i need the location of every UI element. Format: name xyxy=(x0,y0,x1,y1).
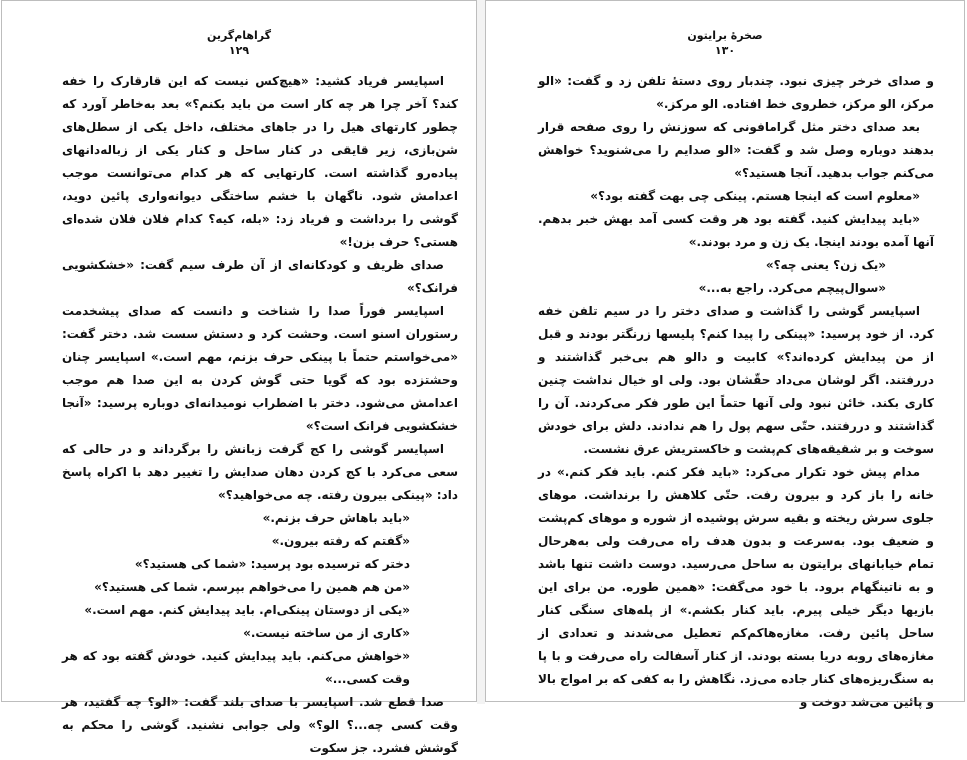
right-page-header xyxy=(486,29,964,58)
dialogue-line: «کاری از من ساخته نیست.» xyxy=(243,626,410,640)
left-page-body xyxy=(62,70,458,760)
left-page-number: ۱۲۹ xyxy=(228,44,250,57)
left-page-header xyxy=(2,29,476,58)
dialogue-line: «معلوم است که اینجا هستم. پینکی چی بهت گفته بود؟» xyxy=(590,189,920,203)
dialogue-line: «سوال‌پیچم می‌کرد. راجع به...» xyxy=(698,281,886,295)
dialogue-line: «خواهش می‌کنم. باید پیدایش کنید. خودش گفته بود که هر وقت کسی...» xyxy=(62,649,410,686)
paragraph: بعد صدای دختر مثل گرامافونی که سوزنش را روی صفحه قرار بدهند دوباره وصل شد و گفت: «الو صدایم را می‌شنوید؟ خواهش می‌کنم جواب بدهید. آنجا هستید؟» xyxy=(538,120,934,180)
dialogue-line: دختر که ترسیده بود پرسید: «شما کی هستید؟» xyxy=(134,557,410,571)
paragraph: مدام پیش خود تکرار می‌کرد: «باید فکر کنم. باید فکر کنم.» در خانه را باز کرد و بیرون رفت. حتّی کلاهش را برنداشت. موهای جلوی سرش ریخته و بقیه سرش پوشیده از شوره و موهای کم‌پشت و ضعیف بود. به‌سرعت و بدون هدف راه می‌رفت ولی به‌هرحال تمام خیابانهای برایتون به ساحل می‌رسید. دوست داشت تنها باشد و به ناتینگهام برود. با خود می‌گفت: «همین طوره. من برای این بازیها دیگر خیلی پیرم. باید کنار بکشم.» از پله‌های سنگی کنار ساحل پائین رفت. مغازه‌هاکم‌کم تعطیل می‌شدند و تعدادی از مغازه‌های روبه دریا بسته بودند. از کنار آسفالت راه می‌رفت و با پا به سنگ‌ریزه‌های کنار جاده می‌زد. نگاهش را به کفی که بر امواج بالا و پائین می‌شد دوخت و xyxy=(538,465,934,709)
left-page xyxy=(1,0,477,755)
dialogue-line: «یک زن؟ یعنی چه؟» xyxy=(765,258,886,272)
paragraph: صدای ظریف و کودکانه‌ای از آن طرف سیم گفت: «خشکشویی فرانک؟» xyxy=(62,258,458,295)
right-running-title: صخرهٔ برایتون xyxy=(687,29,763,42)
book-gutter xyxy=(477,0,485,704)
right-page-number: ۱۳۰ xyxy=(714,44,736,57)
dialogue-line: «باید باهاش حرف بزنم.» xyxy=(262,511,410,525)
left-running-title: گراهام‌گرین xyxy=(206,29,272,42)
paragraph: اسپایسر گوشی را کج گرفت زبانش را برگرداند و در حالی که سعی می‌کرد با کج کردن دهان صدایش را تغییر دهد با اکراه پاسخ داد: «پینکی بیرون رفته. چه می‌خواهید؟» xyxy=(62,442,458,502)
paragraph: اسپایسر فریاد کشید: «هیچ‌کس نیست که این قارقارک را خفه کند؟ آخر چرا هر چه کار است من باید بکنم؟» بعد به‌خاطر آورد که چطور کارتهای هیل را در جاهای مختلف، داخل یکی از سطل‌های شن‌بازی، زیر قایقی در کنار ساحل و کنار یکی از زباله‌دانهای پیاده‌رو گذاشته است. کارتهایی که هر کدام می‌توانست موجب اعدامش شود. ناگهان با خشم ساختگی دیوانه‌واری پائین دوید، گوشی را برداشت و فریاد زد: «بله، کیه؟ کدام فلان فلان شده‌ای هستی؟ حرف بزن!» xyxy=(62,74,458,249)
paragraph: اسپایسر فوراً صدا را شناخت و دانست که صدای پیشخدمت رستوران اسنو است. وحشت کرد و دستش سست شد. دختر گفت: «می‌خواستم حتماً با پینکی حرف بزنم، مهم است.» اسپایسر چنان وحشتزده بود که گویا حتی گوش کردن به این صدا هم موجب اعدامش می‌شود. دختر با اضطراب نومیدانه‌ای دوباره پرسید: «آنجا خشکشویی فرانک است؟» xyxy=(62,304,458,433)
dialogue-line: «من هم همین را می‌خواهم بپرسم. شما کی هستید؟» xyxy=(94,580,410,594)
paragraph: اسپایسر گوشی را گذاشت و صدای دختر را در سیم تلفن خفه کرد. از خود پرسید: «پینکی را پیدا کنم؟ پلیسها زرنگتر بودند و قبل از من پیدایش کرده‌اند؟» کابیت و دالو هم بی‌خبر گذاشتند و دررفتند. اگر لوشان می‌داد حقّشان بود. ولی او خیال نداشت چنین کاری بکند. خائن نبود ولی آنها حتماً این طور فکر می‌کردند. آن را گذاشتند و دررفتند. حتّی سهم پول را هم ندادند. دلش برای خودش سوخت و بر شقیقه‌های کم‌پشت و خاکستریش عرق نشست. xyxy=(538,304,934,456)
dialogue-line: «باید پیدایش کنید. گفته بود هر وقت کسی آمد بهش خبر بدهم. آنها آمده بودند اینجا. یک زن و مرد بودند.» xyxy=(538,212,934,249)
paragraph: صدا قطع شد. اسپایسر با صدای بلند گفت: «الو؟ چه گفتید، هر وقت کسی چه...؟ الو؟» ولی جوابی نشنید. گوشی را محکم به گوشش فشرد. جز سکوت xyxy=(62,695,458,755)
dialogue-line: «یکی از دوستان پینکی‌ام. باید پیدایش کنم. مهم است.» xyxy=(84,603,410,617)
dialogue-line: «گفتم که رفته بیرون.» xyxy=(271,534,410,548)
right-page-body xyxy=(538,70,934,714)
paragraph: و صدای خرخر چیزی نبود. چندبار روی دستهٔ تلفن زد و گفت: «الو مرکز، الو مرکز، خطروی خط افتاده. الو مرکز.» xyxy=(538,74,934,111)
right-page xyxy=(485,0,965,709)
